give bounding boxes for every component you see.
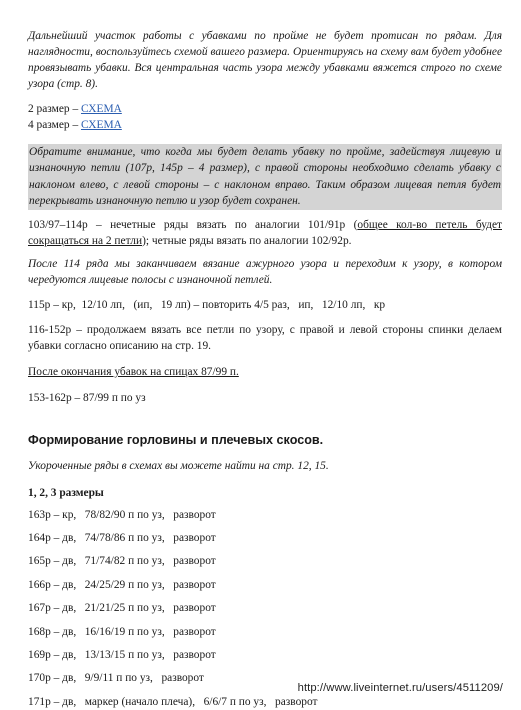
scheme-link[interactable]: СХЕМА: [80, 103, 122, 115]
instruction-116-152: 116-152р – продолжаем вязать все петли по узору, с правой и левой стороны спинки делаем убавки согласно описанию на стр. 19.: [28, 323, 502, 352]
scheme-link[interactable]: СХЕМА: [80, 119, 122, 131]
pattern-change-note: После 114 ряда мы заканчиваем вязание ажурного узора и переходим к узору, в котором чередуются лицевые полосы с изнаночной петлей.: [28, 257, 502, 286]
scheme-link-row: [28, 117, 502, 133]
list-item: 169р – дв, 13/13/15 п по уз, разворот: [28, 648, 216, 661]
list-item: 168р – дв, 16/16/19 п по уз, разворот: [28, 625, 216, 638]
row-153-162: 153-162р – 87/99 п по уз: [28, 391, 146, 404]
list-item: 171р – дв, маркер (начало плеча), 6/6/7 п по уз, разворот: [28, 695, 318, 708]
decrease-end-note: После окончания убавок на спицах 87/99 п.: [28, 365, 239, 378]
list-item: 165р – дв, 71/74/82 п по уз, разворот: [28, 555, 216, 568]
sizes-label: 1, 2, 3 размеры: [28, 486, 104, 499]
intro-paragraph: Дальнейший участок работы с убавками по пройме не будет протисан по рядам. Для наглядности, воспользуйтесь схемой вашего размера. Ориентируясь на схему вам будет удобнее провязывать убавки. Вся центральная часть узора между убавками вяжется строго по схеме узора (стр. 8).: [28, 30, 502, 90]
document-page: [28, 28, 502, 710]
scheme-link-row: [28, 101, 502, 117]
short-rows-note: Укороченные ряды в схемах вы можете найти на стр. 12, 15.: [28, 459, 329, 472]
row-list: [28, 507, 502, 710]
row-115: 115р – кр, 12/10 лп, (ип, 19 лп) – повторить 4/5 раз, ип, 12/10 лп, кр: [28, 298, 386, 311]
instruction-103-114: [28, 217, 502, 249]
instruction-text: ); четные ряды вязать по аналогии 102/92р.: [142, 234, 352, 247]
section-heading: Формирование горловины и плечевых скосов.: [28, 432, 324, 447]
highlighted-note: Обратите внимание, что когда мы будет делать убавку по пройме, задействуя лицевую и изнаночную петли (107р, 145р – 4 размер), с правой стороны необходимо сделать убавку с наклоном влево, с левой стороны – с наклоном вправо. Таким образом лицевая петля будет перекрывать изнаночную петлю и узор будет сохранен.: [28, 144, 502, 210]
instruction-text: 103/97–114р – нечетные ряды вязать по аналогии 101/91р (: [28, 218, 358, 231]
list-item: 163р – кр, 78/82/90 п по уз, разворот: [28, 508, 216, 521]
list-item: 167р – дв, 21/21/25 п по уз, разворот: [28, 602, 216, 615]
list-item: 164р – дв, 74/78/86 п по уз, разворот: [28, 532, 216, 545]
underlined-note: общее кол-во петель будет сокращаться на 2 петли: [28, 218, 502, 247]
list-item: 170р – дв, 9/9/11 п по уз, разворот: [28, 672, 204, 685]
scheme-links: [28, 101, 502, 133]
list-item: 166р – дв, 24/25/29 п по уз, разворот: [28, 578, 216, 591]
size-label: 2 размер –: [28, 103, 81, 115]
source-url: http://www.liveinternet.ru/users/4511209/: [297, 682, 503, 694]
size-label: 4 размер –: [28, 119, 81, 131]
